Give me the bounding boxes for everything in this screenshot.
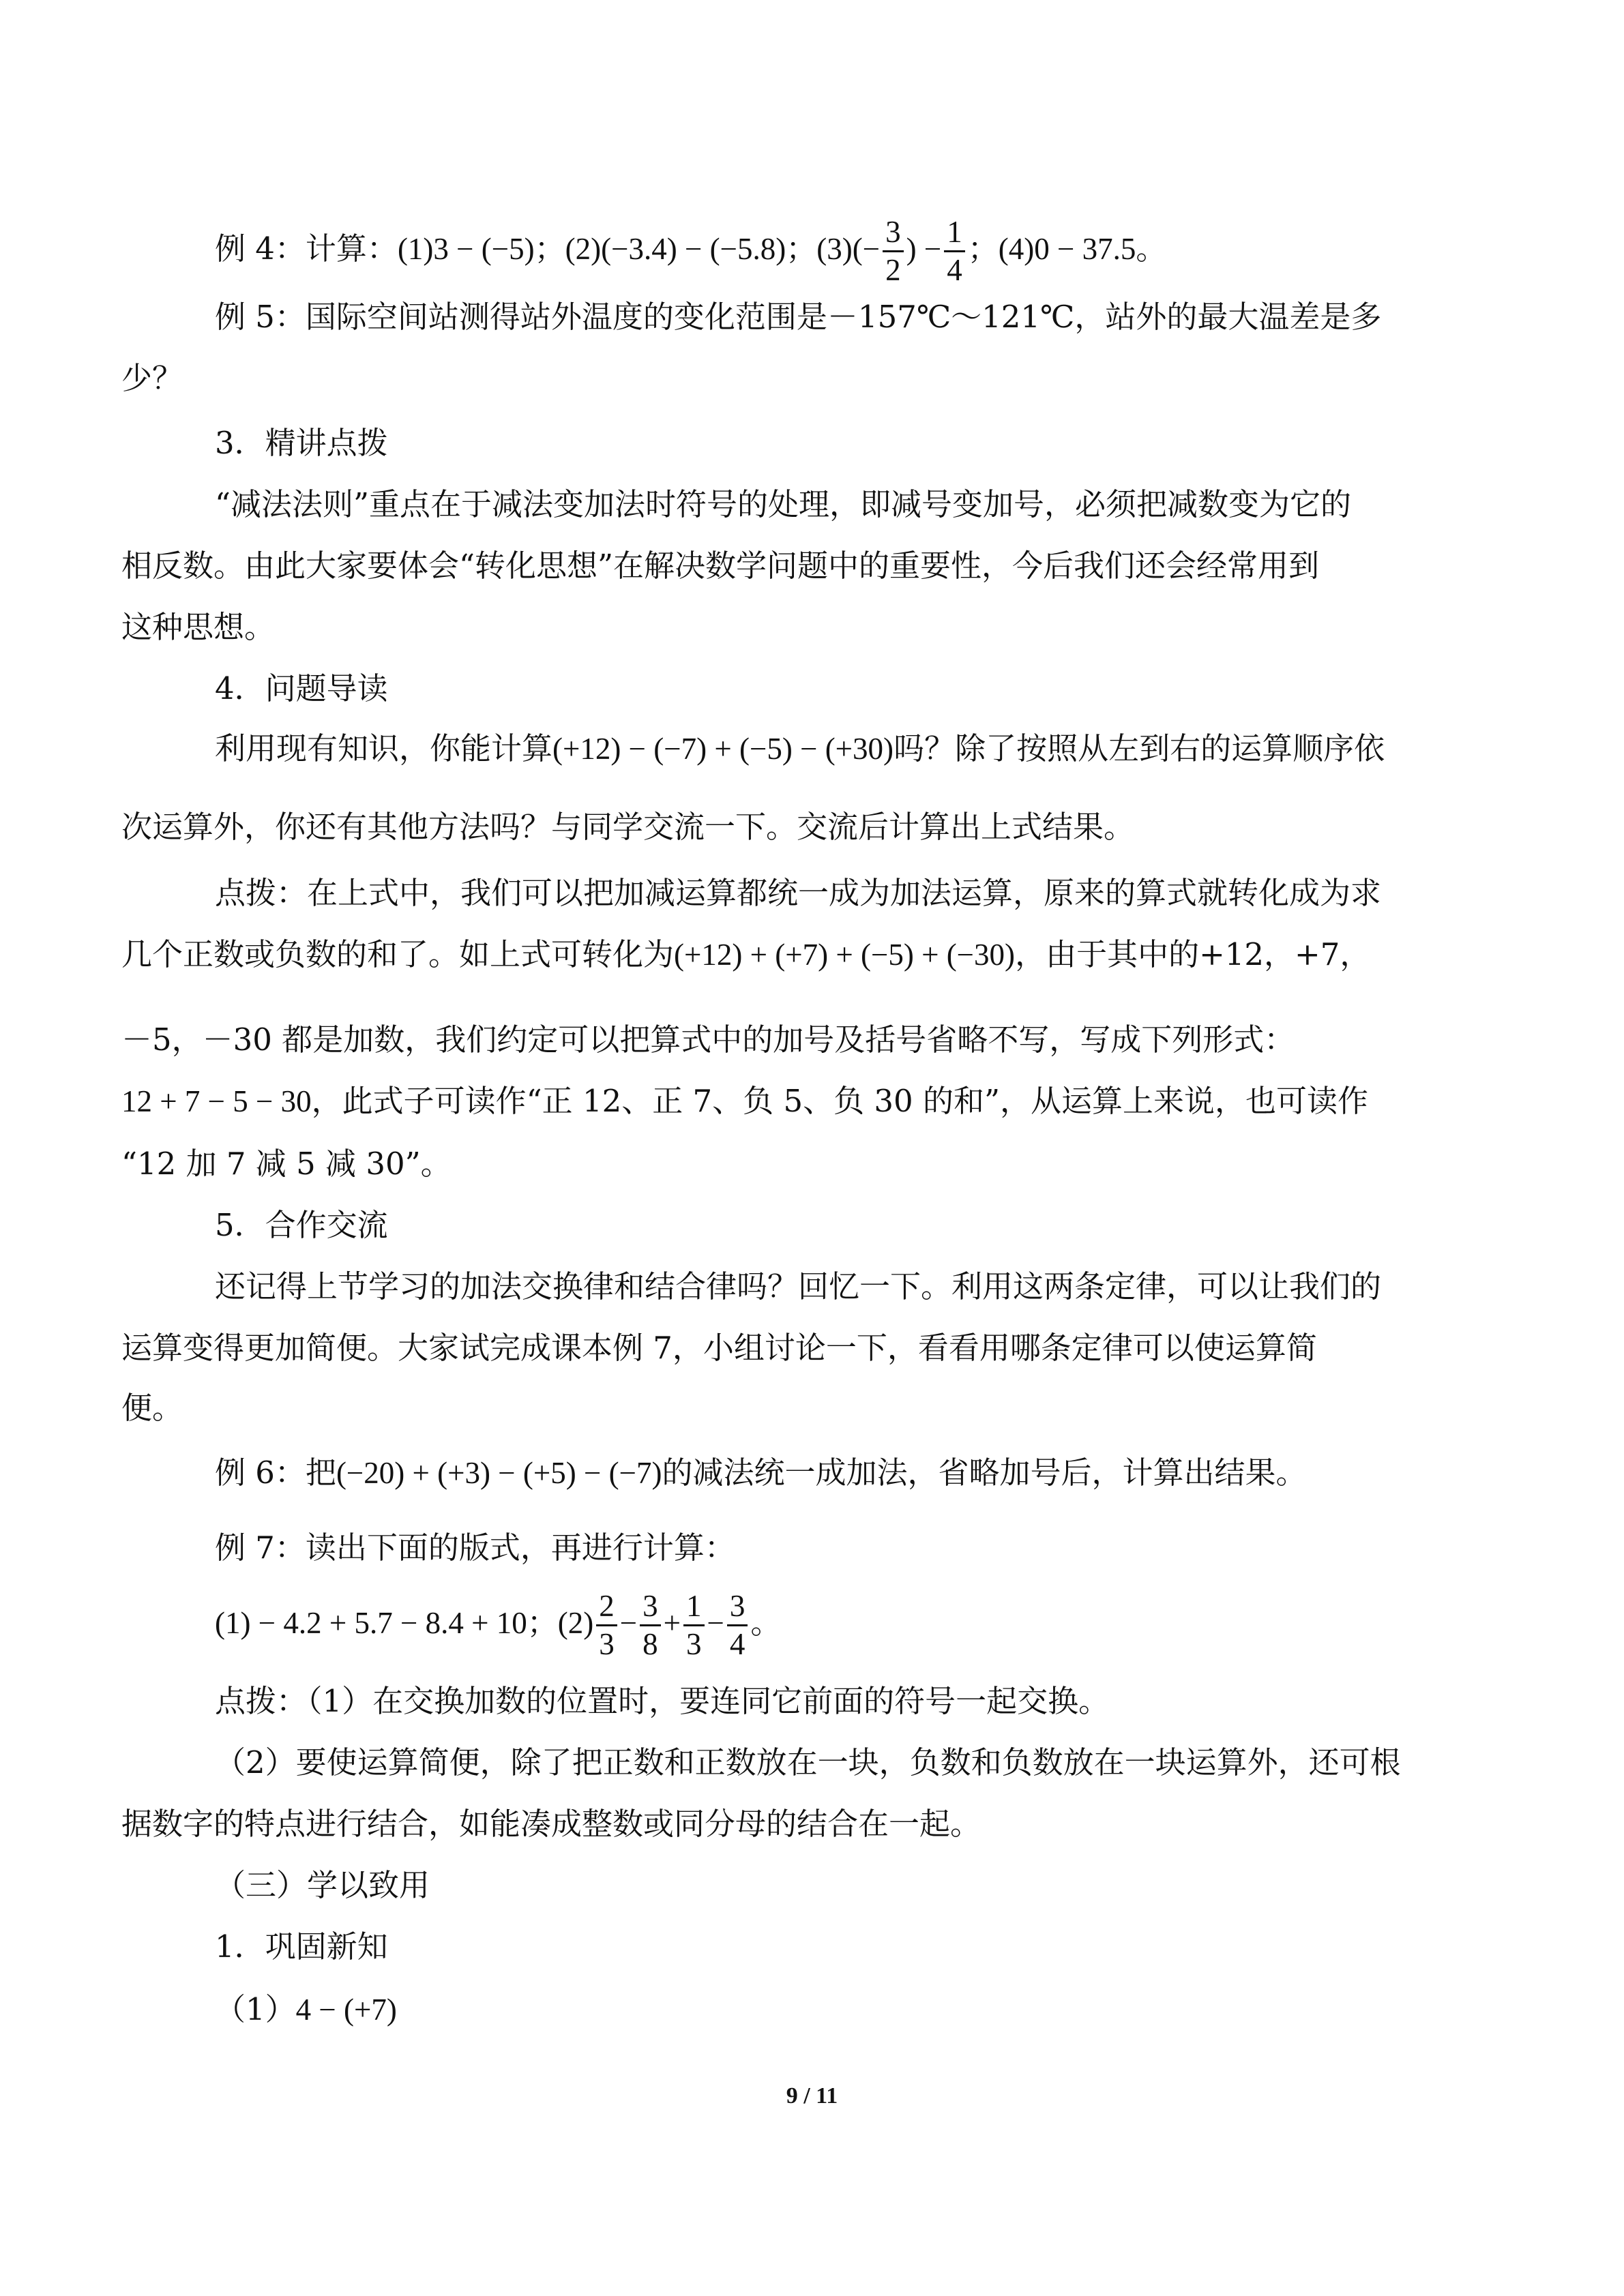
numerator: 1 [683, 1591, 705, 1626]
fraction [683, 1591, 705, 1660]
math-expr: 12 + 7 − 5 − 30 [121, 1084, 312, 1118]
text-line [215, 728, 1385, 769]
math-expr: (+12) − (−7) + (−5) − (+30) [552, 732, 894, 766]
math-expr: (1)3 − (−5) [397, 232, 535, 266]
example-4-line [215, 217, 1166, 286]
numerator: 2 [596, 1591, 617, 1626]
text-line: 便。 [121, 1390, 183, 1426]
numerator: 3 [883, 217, 904, 252]
exercise-line [215, 1989, 397, 2030]
text-part: ，此式子可读作“正 12、正 7、负 5、负 30 的和”，从运算上来说，也可读作 [311, 1083, 1368, 1119]
text-line: 少？ [121, 360, 183, 396]
separator: ； [786, 230, 817, 267]
denominator: 8 [643, 1627, 658, 1661]
text-line: 还记得上节学习的加法交换律和结合律吗？回忆一下。利用这两条定律，可以让我们的 [215, 1268, 1382, 1304]
numerator: 1 [944, 217, 965, 252]
denominator: 4 [729, 1627, 745, 1661]
section-heading: （三）学以致用 [215, 1867, 430, 1903]
math-expr: (3)(− [816, 232, 881, 266]
numerator: 3 [640, 1591, 661, 1626]
text-line [121, 1081, 1368, 1122]
operator: − [619, 1606, 638, 1640]
math-expr: (+12) + (+7) + (−5) + (−30) [674, 938, 1016, 972]
text-part: 例 6：把 [215, 1455, 336, 1491]
example-5-line: 例 5：国际空间站测得站外温度的变化范围是－157℃～121℃，站外的最大温差是多 [215, 299, 1382, 335]
operator: − [707, 1606, 724, 1640]
fraction [944, 217, 965, 286]
text-part: 几个正数或负数的和了。如上式可转化为 [121, 936, 675, 972]
text-part: 的减法统一成加法，省略加号后，计算出结果。 [662, 1455, 1307, 1491]
math-expr: (2) [557, 1606, 594, 1640]
text-line: “12 加 7 减 5 减 30”。 [121, 1146, 452, 1182]
math-expr: (4)0 − 37.5 [998, 232, 1136, 266]
text-part: （1） [215, 1991, 296, 2027]
period: 。 [1136, 230, 1167, 267]
numerator: 3 [727, 1591, 748, 1626]
example-7-expr-line [215, 1582, 781, 1664]
text-line: “减法法则”重点在于减法变加法时符号的处理，即减号变加号，必须把减数变为它的 [215, 486, 1352, 522]
fraction [727, 1591, 748, 1660]
text-part: ，由于其中的+12，+7， [1015, 936, 1371, 972]
separator: ； [534, 230, 565, 267]
text-line [121, 934, 1370, 975]
section-heading: 5．合作交流 [215, 1207, 388, 1243]
denominator: 2 [885, 253, 901, 287]
text-line: －5，－30 都是加数，我们约定可以把算式中的加号及括号省略不写，写成下列形式： [121, 1022, 1295, 1058]
example-4-label: 例 4：计算： [215, 230, 398, 267]
denominator: 4 [947, 253, 962, 287]
text-part: 利用现有知识，你能计算 [215, 730, 553, 766]
period: 。 [750, 1605, 782, 1641]
math-expr: 4 − (+7) [295, 1993, 397, 2027]
math-expr: (2)(−3.4) − (−5.8) [565, 232, 786, 266]
fraction [883, 217, 904, 286]
fraction [640, 1591, 661, 1660]
denominator: 3 [686, 1627, 702, 1661]
text-part: 吗？除了按照从左到右的运算顺序依 [894, 730, 1385, 766]
section-heading: 1．巩固新知 [215, 1928, 388, 1965]
example-6-line [215, 1452, 1307, 1493]
separator: ； [967, 230, 999, 267]
math-expr: ) − [906, 232, 942, 266]
text-line: 点拨：（1）在交换加数的位置时，要连同它前面的符号一起交换。 [215, 1683, 1110, 1719]
text-line: （2）要使运算简便，除了把正数和正数放在一块，负数和负数放在一块运算外，还可根 [215, 1744, 1401, 1780]
text-line: 点拨：在上式中，我们可以把加减运算都统一成为加法运算，原来的算式就转化成为求 [215, 875, 1382, 911]
text-line: 相反数。由此大家要体会“转化思想”在解决数学问题中的重要性，今后我们还会经常用到 [121, 548, 1320, 584]
text-line: 据数字的特点进行结合，如能凑成整数或同分母的结合在一起。 [121, 1806, 981, 1842]
example-7-line: 例 7：读出下面的版式，再进行计算： [215, 1530, 735, 1566]
text-line: 运算变得更加简便。大家试完成课本例 7，小组讨论一下，看看用哪条定律可以使运算简 [121, 1330, 1317, 1366]
section-heading: 3．精讲点拨 [215, 425, 388, 461]
math-expr: (−20) + (+3) − (+5) − (−7) [336, 1456, 662, 1490]
denominator: 3 [599, 1627, 615, 1661]
section-heading: 4．问题导读 [215, 670, 388, 706]
operator: + [663, 1606, 681, 1640]
fraction [596, 1591, 617, 1660]
text-line: 次运算外，你还有其他方法吗？与同学交流一下。交流后计算出上式结果。 [121, 809, 1135, 845]
text-line: 这种思想。 [121, 609, 276, 645]
separator: ； [527, 1605, 558, 1641]
math-expr: (1) − 4.2 + 5.7 − 8.4 + 10 [215, 1606, 527, 1640]
page-number: 9 / 11 [786, 2083, 838, 2108]
